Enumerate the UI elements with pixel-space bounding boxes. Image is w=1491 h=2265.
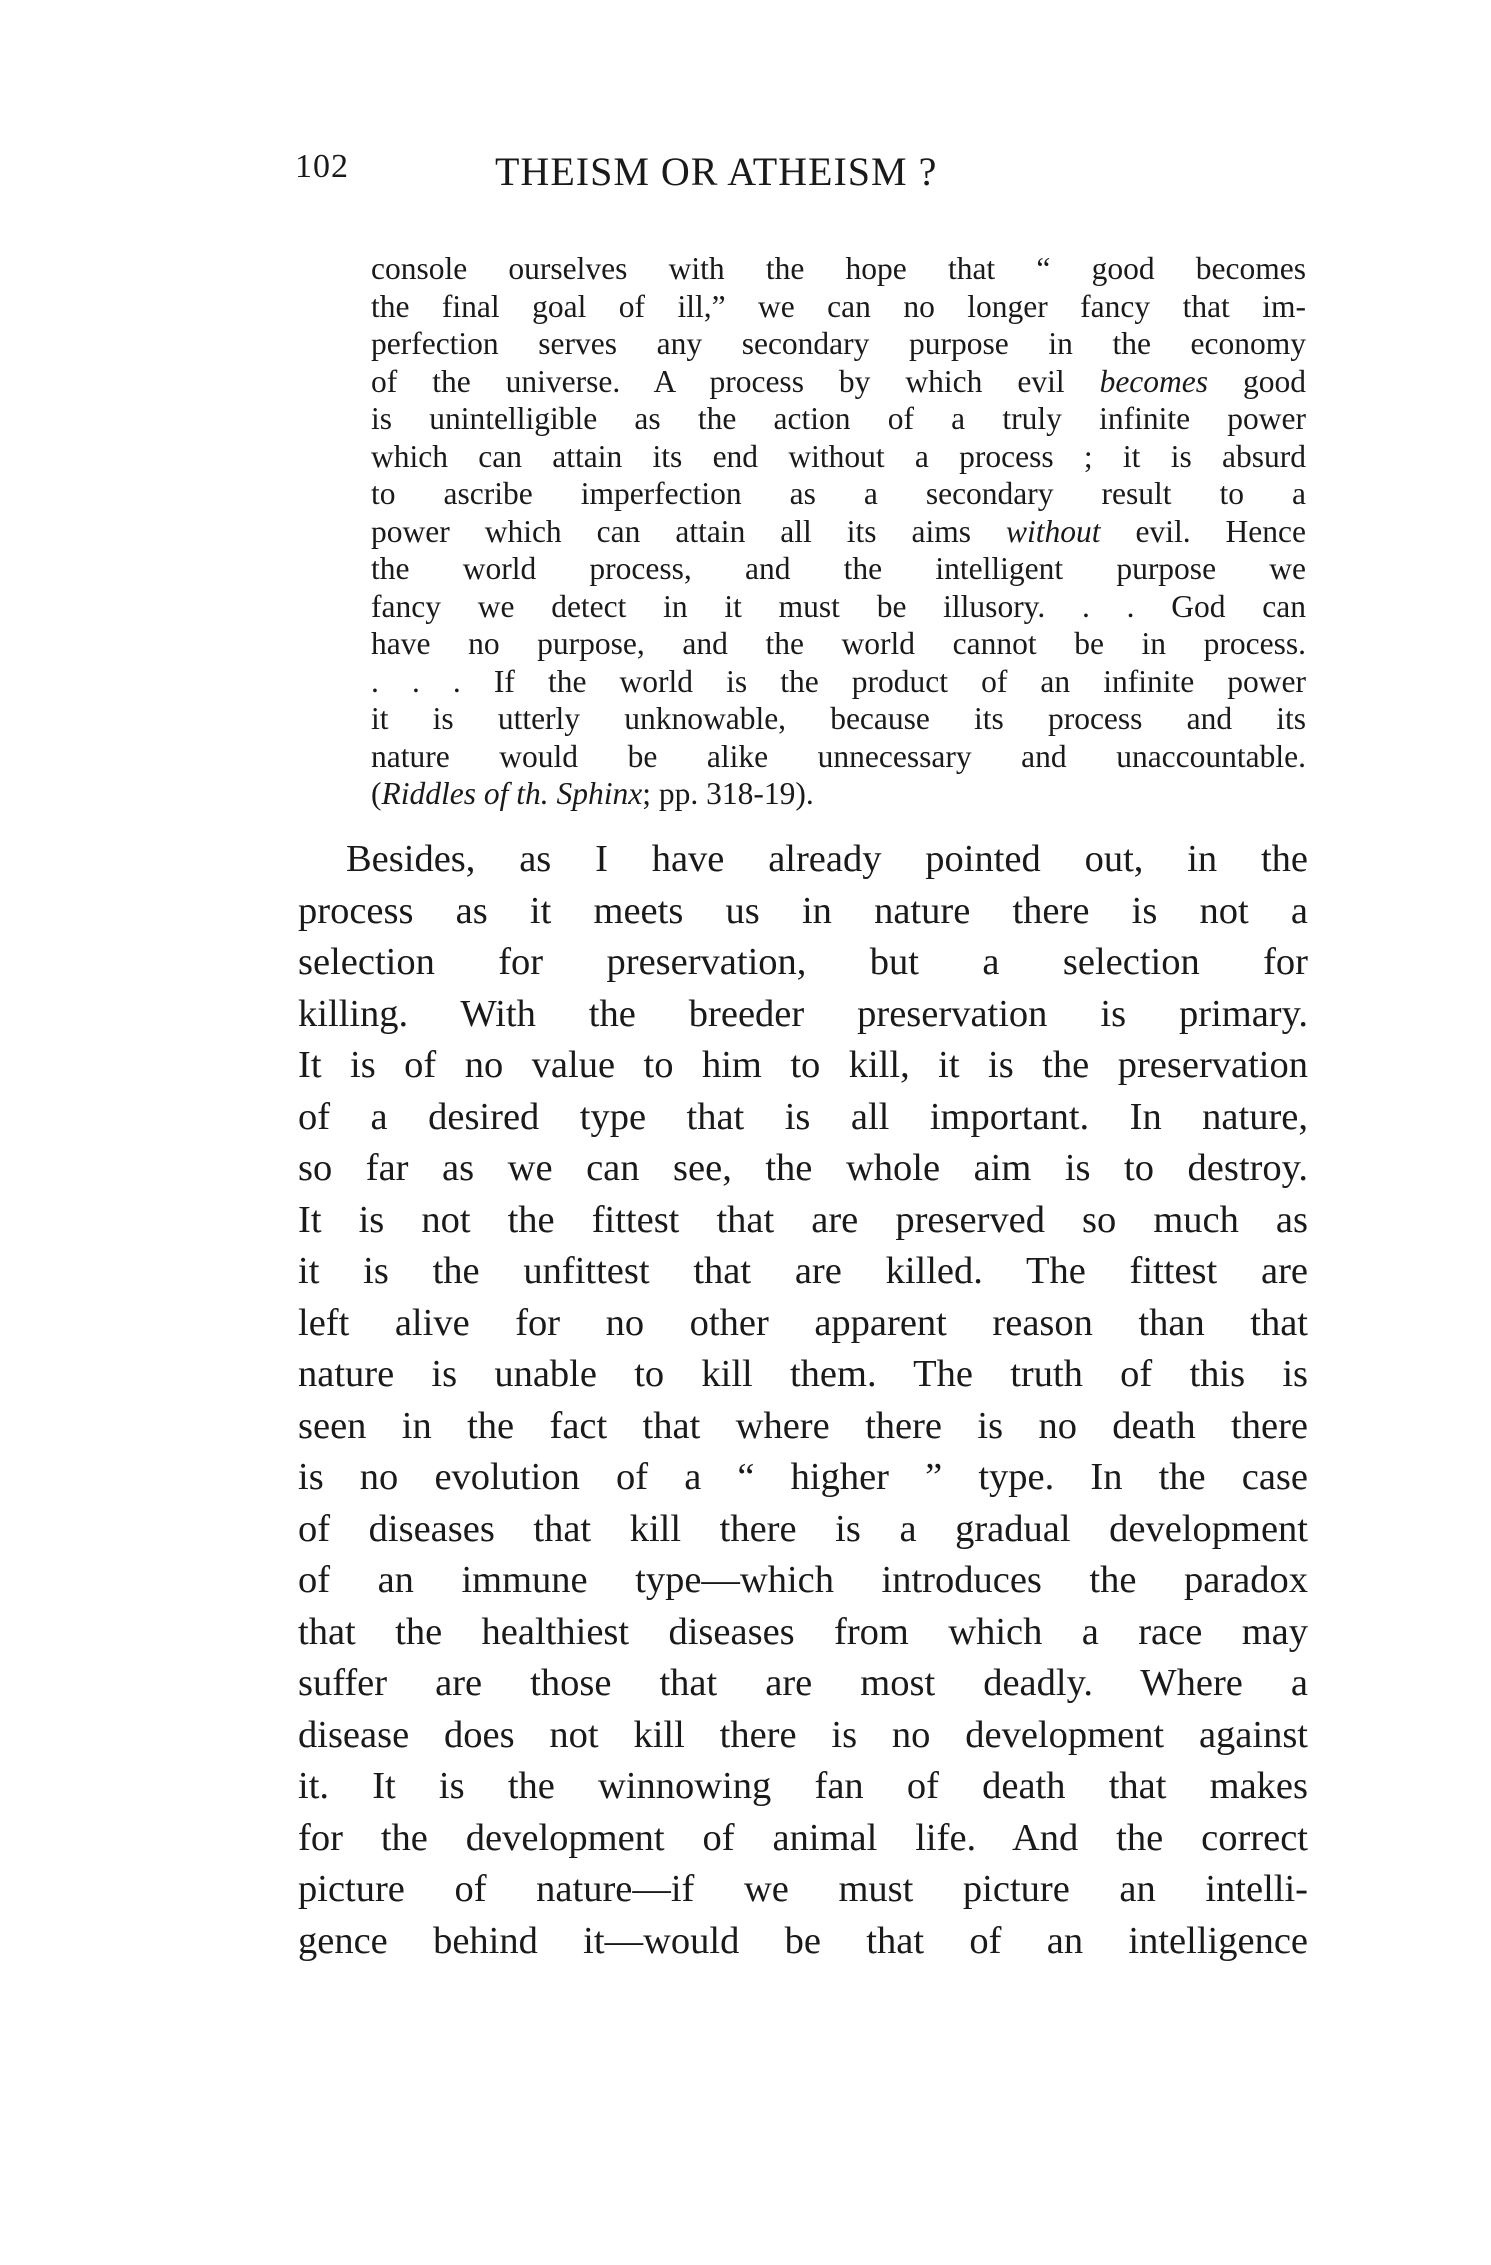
quote-line: it is utterly unknowable, because its process and its bbox=[371, 701, 1306, 736]
quote-line: console ourselves with the hope that “ good becomes bbox=[371, 251, 1306, 286]
body-line: it. It is the winnowing fan of death that makes bbox=[298, 1765, 1308, 1807]
quote-line: of the universe. A process by which evil becomes good bbox=[371, 363, 1306, 399]
quote-line: the final goal of ill,” we can no longer fancy that im- bbox=[371, 288, 1306, 324]
body-line: is no evolution of a “ higher ” type. In the case bbox=[298, 1456, 1308, 1498]
quote-line: is unintelligible as the action of a truly infinite power bbox=[371, 401, 1306, 436]
quote-line: which can attain its end without a process ; it is absurd bbox=[371, 438, 1306, 474]
body-line: picture of nature—if we must picture an intelli- bbox=[298, 1868, 1308, 1910]
quote-line: the world process, and the intelligent purpose we bbox=[371, 551, 1306, 586]
running-title: THEISM OR ATHEISM ? bbox=[495, 149, 938, 194]
quote-line: have no purpose, and the world cannot be in process. bbox=[371, 626, 1306, 661]
quote-line: to ascribe imperfection as a secondary result to a bbox=[371, 476, 1306, 511]
body-line: suffer are those that are most deadly. Where a bbox=[298, 1662, 1308, 1704]
body-line: selection for preservation, but a selection for bbox=[298, 941, 1308, 983]
body-line: It is not the fittest that are preserved so much as bbox=[298, 1198, 1308, 1241]
body-line: left alive for no other apparent reason than that bbox=[298, 1301, 1308, 1344]
body-line: of a desired type that is all important. In nature, bbox=[298, 1095, 1308, 1138]
quote-line: . . . If the world is the product of an infinite power bbox=[371, 663, 1306, 699]
body-line: gence behind it—would be that of an intelligence bbox=[298, 1919, 1308, 1962]
quote-line: perfection serves any secondary purpose in the economy bbox=[371, 326, 1306, 361]
body-line: killing. With the breeder preservation is primary. bbox=[298, 992, 1308, 1035]
body-line: that the healthiest diseases from which a race may bbox=[298, 1610, 1308, 1653]
body-line: for the development of animal life. And the correct bbox=[298, 1816, 1308, 1859]
body-line: it is the unfittest that are killed. The fittest are bbox=[298, 1250, 1308, 1292]
quote-citation: (Riddles of th. Sphinx; pp. 318-19). bbox=[371, 776, 814, 811]
page-number: 102 bbox=[295, 148, 349, 185]
body-line: so far as we can see, the whole aim is to destroy. bbox=[298, 1147, 1308, 1189]
quote-line: nature would be alike unnecessary and unaccountable. bbox=[371, 738, 1306, 774]
body-line: nature is unable to kill them. The truth of this is bbox=[298, 1353, 1308, 1395]
running-head bbox=[295, 148, 1315, 198]
body-line: It is of no value to him to kill, it is the preservation bbox=[298, 1044, 1308, 1086]
quote-line: power which can attain all its aims without evil. Hence bbox=[371, 513, 1306, 549]
block-quote bbox=[371, 250, 1306, 813]
body-line: of an immune type—which introduces the paradox bbox=[298, 1559, 1308, 1601]
quote-line: fancy we detect in it must be illusory. . . God can bbox=[371, 588, 1306, 624]
body-line: seen in the fact that where there is no death there bbox=[298, 1404, 1308, 1447]
body-line: Besides, as I have already pointed out, in the bbox=[346, 838, 1308, 880]
body-line: disease does not kill there is no development against bbox=[298, 1713, 1308, 1756]
body-line: of diseases that kill there is a gradual development bbox=[298, 1507, 1308, 1550]
body-paragraph bbox=[298, 834, 1308, 1967]
body-line: process as it meets us in nature there is not a bbox=[298, 889, 1308, 932]
